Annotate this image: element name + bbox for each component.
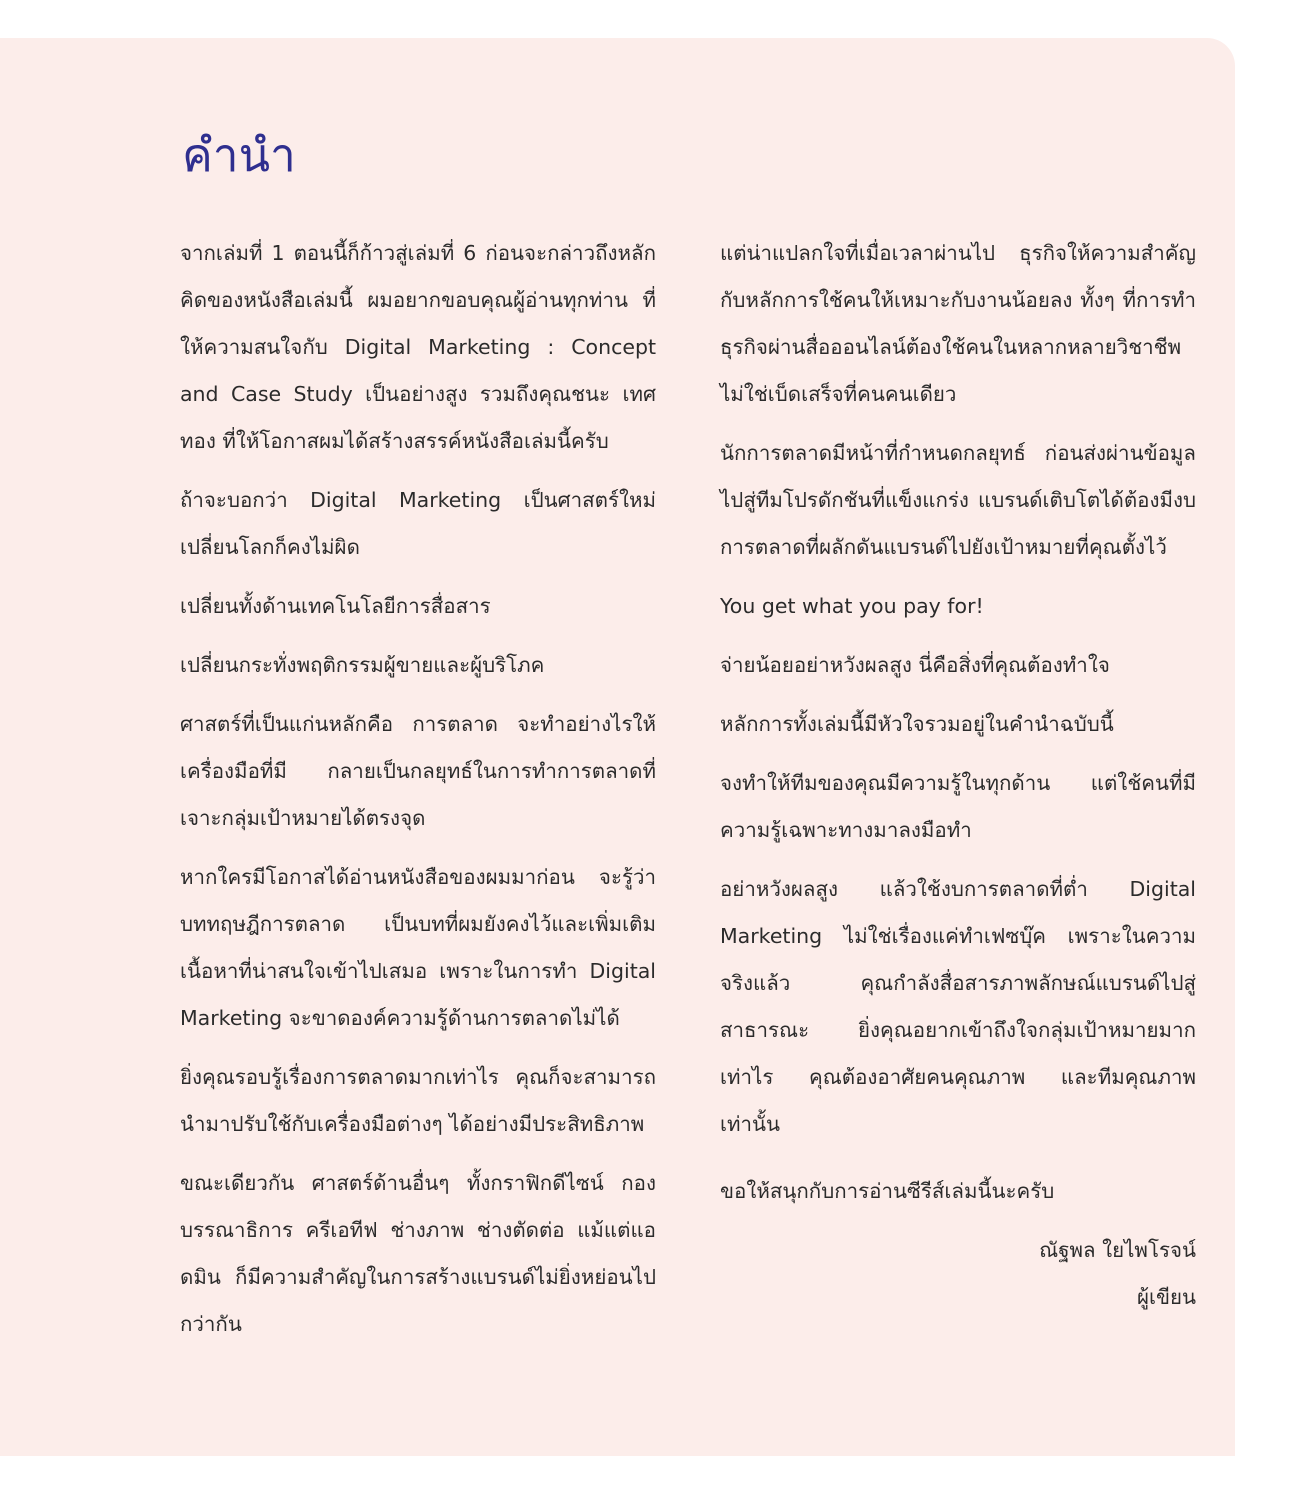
paragraph: ถ้าจะบอกว่า Digital Marketing เป็นศาสตร์ใหม่ เปลี่ยนโลกก็คงไม่ผิด [180, 488, 656, 559]
right-column [720, 230, 1196, 1321]
paragraph: จ่ายน้อยอย่าหวังผลสูง นี่คือสิ่งที่คุณต้องทำใจ [720, 653, 1110, 677]
paragraph: หากใครมีโอกาสได้อ่านหนังสือของผมมาก่อน จะรู้ว่า บททฤษฎีการตลาด เป็นบทที่ผมยังคงไว้และเพิ่มเติมเนื้อหาที่น่าสนใจเข้าไปเสมอ เพราะในการทำ Digital Marketing จะขาดองค์ความรู้ด้านการตลาดไม่ได้ [180, 865, 656, 1030]
page-title: คำนำ [182, 128, 296, 182]
paragraph: หลักการทั้งเล่มนี้มีหัวใจรวมอยู่ในคำนำฉบับนี้ [720, 712, 1114, 736]
paragraph: อย่าหวังผลสูง แล้วใช้งบการตลาดที่ต่ำ Digital Marketing ไม่ใช่เรื่องแค่ทำเฟซบุ๊ค เพราะในความจริงแล้ว คุณกำลังสื่อสารภาพลักษณ์แบรนด์ไปสู่สาธารณะ ยิ่งคุณอยากเข้าถึงใจกลุ่มเป้าหมายมากเท่าไร คุณต้องอาศัยคนคุณภาพ และทีมคุณภาพเท่านั้น [720, 877, 1196, 1136]
author-name: ณัฐพล ใยไพโรจน์ [1039, 1238, 1196, 1262]
paragraph: นักการตลาดมีหน้าที่กำหนดกลยุทธ์ ก่อนส่งผ่านข้อมูลไปสู่ทีมโปรดักชันที่แข็งแกร่ง แบรนด์เติบโตได้ต้องมีงบการตลาดที่ผลักดันแบรนด์ไปยังเป้าหมายที่คุณตั้งไว้ [720, 441, 1196, 559]
left-column [180, 230, 656, 1360]
paragraph: เปลี่ยนทั้งด้านเทคโนโลยีการสื่อสาร [180, 594, 491, 618]
closing-line: ขอให้สนุกกับการอ่านซีรีส์เล่มนี้นะครับ [720, 1179, 1055, 1203]
author-role: ผู้เขียน [1136, 1285, 1196, 1309]
paragraph: ศาสตร์ที่เป็นแก่นหลักคือ การตลาด จะทำอย่างไรให้เครื่องมือที่มี กลายเป็นกลยุทธ์ในการทำการตลาดที่เจาะกลุ่มเป้าหมายได้ตรงจุด [180, 712, 656, 830]
paragraph: จงทำให้ทีมของคุณมีความรู้ในทุกด้าน แต่ใช้คนที่มีความรู้เฉพาะทางมาลงมือทำ [720, 771, 1196, 842]
paragraph: You get what you pay for! [720, 594, 984, 618]
signature-block [720, 1227, 1196, 1321]
paragraph: แต่น่าแปลกใจที่เมื่อเวลาผ่านไป ธุรกิจให้ความสำคัญกับหลักการใช้คนให้เหมาะกับงานน้อยลง ทั้งๆ ที่การทำธุรกิจผ่านสื่อออนไลน์ต้องใช้คนในหลากหลายวิชาชีพ ไม่ใช่เบ็ดเสร็จที่คนคนเดียว [720, 241, 1196, 406]
paragraph: จากเล่มที่ 1 ตอนนี้ก็ก้าวสู่เล่มที่ 6 ก่อนจะกล่าวถึงหลักคิดของหนังสือเล่มนี้ ผมอยากขอบคุณผู้อ่านทุกท่าน ที่ให้ความสนใจกับ Digital Marketing : Concept and Case Study เป็นอย่างสูง รวมถึงคุณชนะ เทศทอง ที่ให้โอกาสผมได้สร้างสรรค์หนังสือเล่มนี้ครับ [180, 241, 656, 453]
paragraph: เปลี่ยนกระทั่งพฤติกรรมผู้ขายและผู้บริโภค [180, 653, 545, 677]
paragraph: ยิ่งคุณรอบรู้เรื่องการตลาดมากเท่าไร คุณก็จะสามารถนำมาปรับใช้กับเครื่องมือต่างๆ ได้อย่างมีประสิทธิภาพ [180, 1065, 656, 1136]
paragraph: ขณะเดียวกัน ศาสตร์ด้านอื่นๆ ทั้งกราฟิกดีไซน์ กองบรรณาธิการ ครีเอทีฟ ช่างภาพ ช่างตัดต่อ แม้แต่แอดมิน ก็มีความสำคัญในการสร้างแบรนด์ไม่ยิ่งหย่อนไปกว่ากัน [180, 1171, 656, 1336]
